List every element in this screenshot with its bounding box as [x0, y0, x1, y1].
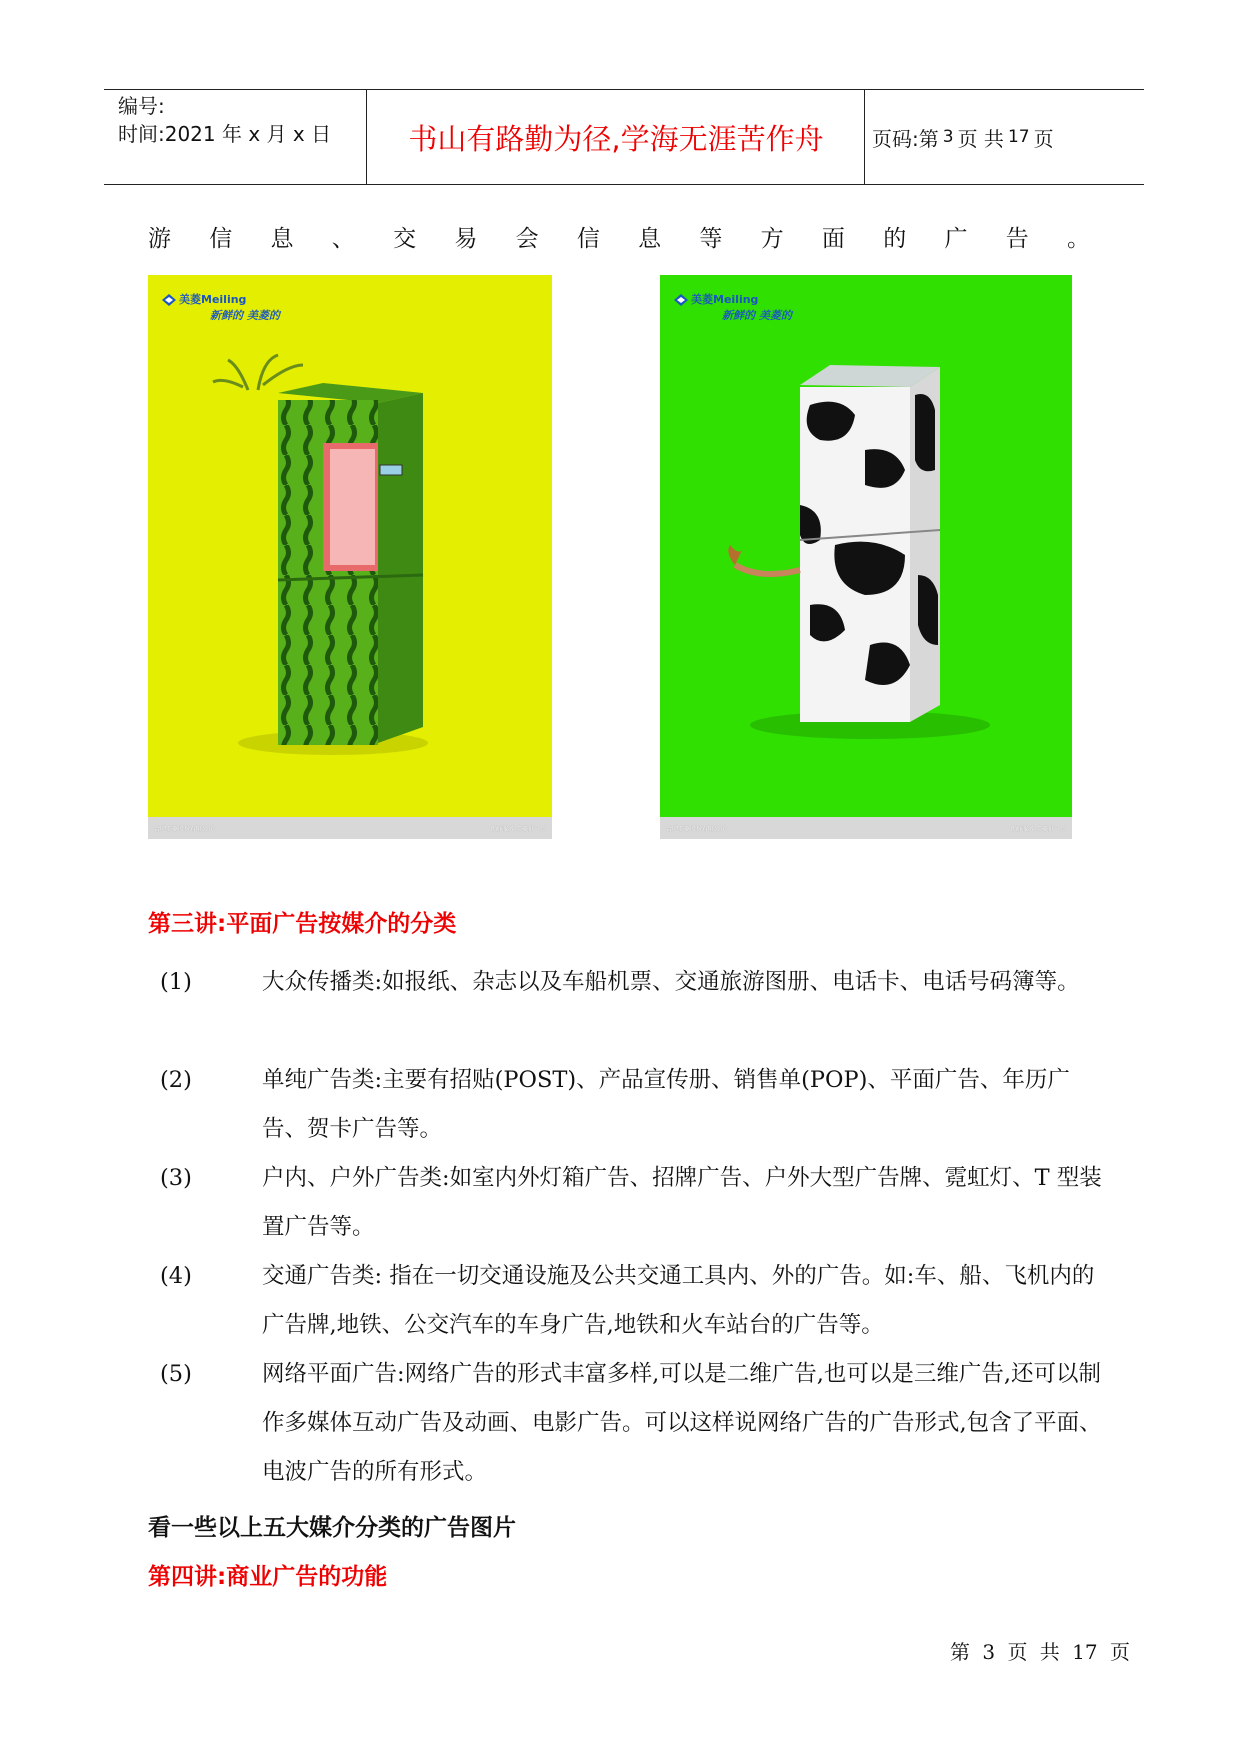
ad-slogan: 新鲜的 美菱的: [210, 309, 280, 322]
list-item: [160, 1350, 1110, 1497]
item-text: 大众传播类:如报纸、杂志以及车船机票、交通旅游图册、电话卡、电话号码簿等。: [262, 969, 1080, 995]
list-item: [160, 1154, 1110, 1252]
header-page-info: [872, 90, 1054, 184]
ad-footer-slogan: 新鲜服务 美菱供一步: [1010, 825, 1066, 833]
page-mid: 页 共: [957, 126, 1004, 151]
intro-char: 等: [699, 226, 723, 252]
brand-name: 美菱Meiling: [691, 293, 759, 306]
ad-footer-company: 合肥美菱股份有限公司: [154, 825, 215, 833]
cow-fridge-illustration: [660, 275, 1072, 815]
watermelon-fridge-illustration: [148, 275, 552, 815]
intro-char: 的: [883, 226, 907, 252]
page-header: [104, 89, 1144, 185]
gallery-note: 看一些以上五大媒介分类的广告图片: [148, 1515, 516, 1541]
intro-char: 信: [209, 226, 233, 252]
page-number: 3: [942, 127, 954, 147]
ad-footer-slogan: 新鲜服务 美菱供一步: [490, 825, 546, 833]
section4-heading: 第四讲:商业广告的功能: [148, 1564, 388, 1590]
intro-char: 易: [454, 226, 478, 252]
header-motto: 书山有路勤为径,学海无涯苦作舟: [408, 121, 824, 156]
list-item: [160, 1252, 1110, 1350]
intro-char: 交: [393, 226, 417, 252]
ad-image-cow-fridge: [660, 275, 1072, 839]
page-footer: 第 3 页 共 17 页: [950, 1640, 1130, 1664]
intro-char: 息: [270, 226, 294, 252]
list-item: [160, 1056, 1110, 1154]
intro-char: 会: [515, 226, 539, 252]
intro-char: 告: [1005, 226, 1029, 252]
ad-slogan: 新鲜的 美菱的: [722, 309, 792, 322]
item-number: (1): [160, 969, 192, 995]
item-number: (2): [160, 1067, 192, 1093]
ad-image-watermelon-fridge: [148, 275, 552, 839]
section3-heading: 第三讲:平面广告按媒介的分类: [148, 911, 457, 937]
item-number: (5): [160, 1361, 192, 1387]
item-text: 户内、户外广告类:如室内外灯箱广告、招牌广告、户外大型广告牌、霓虹灯、T 型装置广告等。: [262, 1165, 1102, 1240]
item-text: 网络平面广告:网络广告的形式丰富多样,可以是二维广告,也可以是三维广告,还可以制作多媒体互动广告及动画、电影广告。可以这样说网络广告的广告形式,包含了平面、电波广告的所有形式。: [262, 1361, 1102, 1485]
time-label: 时间:2021 年 x 月 x 日: [118, 122, 332, 146]
intro-char: 广: [944, 226, 968, 252]
page-total: 17: [1007, 127, 1030, 147]
header-divider: [366, 90, 367, 184]
ad-footer-bar: [660, 817, 1072, 839]
number-label: 编号:: [118, 94, 165, 118]
item-text: 单纯广告类:主要有招贴(POST)、产品宣传册、销售单(POP)、平面广告、年历广告、贺卡广告等。: [262, 1067, 1070, 1142]
ad-footer-company: 合肥美菱股份有限公司: [666, 825, 727, 833]
header-divider: [864, 90, 865, 184]
page-suffix: 页: [1033, 126, 1054, 151]
intro-char: 信: [576, 226, 600, 252]
list-item: [160, 958, 1110, 1056]
ad-footer-bar: [148, 817, 552, 839]
item-text: 交通广告类: 指在一切交通设施及公共交通工具内、外的广告。如:车、船、飞机内的广告牌,地铁、公交汽车的车身广告,地铁和火车站台的广告等。: [262, 1263, 1095, 1338]
item-number: (4): [160, 1263, 192, 1289]
intro-line: [148, 220, 1090, 253]
header-meta: [118, 92, 331, 148]
intro-char: 方: [760, 226, 784, 252]
item-number: (3): [160, 1165, 192, 1191]
intro-char: 息: [638, 226, 662, 252]
intro-char: 面: [821, 226, 845, 252]
intro-char: 游: [148, 226, 171, 252]
intro-char: 、: [331, 226, 355, 252]
intro-char: 。: [1066, 226, 1090, 252]
brand-name: 美菱Meiling: [179, 293, 247, 306]
page-prefix: 页码:第: [872, 126, 939, 151]
